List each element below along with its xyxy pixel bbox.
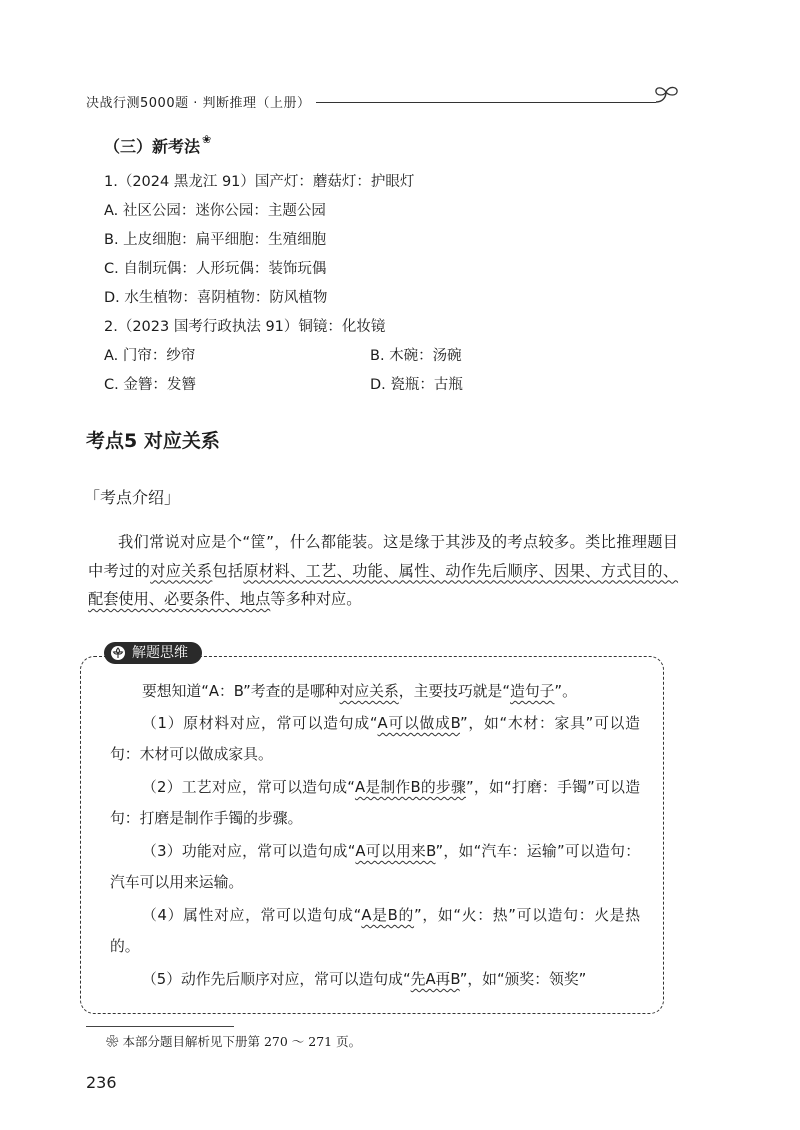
question-2-option-a: A. 门帘：纱帘 bbox=[104, 348, 196, 364]
thinking-item-4-post: ”，如“火：热”可以造句：火是热的。 bbox=[110, 907, 641, 955]
footnote: ❀ 本部分题目解析见下册第 270 ～ 271 页。 bbox=[106, 1034, 362, 1049]
thinking-item-1 bbox=[110, 708, 640, 770]
thinking-item-5-pre: （5）动作先后顺序对应，常可以造句成“ bbox=[142, 971, 411, 988]
thinking-item-5 bbox=[110, 964, 640, 995]
flower-mark-icon: ❀ bbox=[202, 133, 212, 146]
thinking-item-4-key: A是B的 bbox=[361, 907, 415, 924]
question-1-option-b: B. 上皮细胞：扁平细胞：生殖细胞 bbox=[104, 232, 327, 248]
intro-paragraph-sentence-2c: 包括 bbox=[212, 561, 244, 580]
question-2-option-d: D. 瓷瓶：古瓶 bbox=[370, 377, 463, 393]
kaodian-intro-label: 「考点介绍」 bbox=[84, 488, 181, 507]
thinking-lead-keyword-2: 造句子 bbox=[510, 683, 555, 700]
thinking-lead bbox=[110, 676, 640, 707]
intro-paragraph bbox=[88, 528, 678, 614]
thinking-lead-e: ”。 bbox=[554, 683, 577, 700]
question-2-option-b: B. 木碗：汤碗 bbox=[370, 348, 462, 364]
thinking-item-3-pre: （3）功能对应，常可以造句成“ bbox=[142, 843, 356, 860]
thinking-item-3-post: ”，如“汽车：运输”可以造句：汽车可以用来运输。 bbox=[110, 843, 641, 891]
thinking-item-1-pre: （1）原材料对应，常可以造句成“ bbox=[142, 715, 378, 732]
thinking-item-2-key: A是制作B的步骤 bbox=[354, 779, 467, 796]
thinking-item-3-key: A可以用来B bbox=[355, 843, 436, 860]
intro-keyword-list: 原材料、工艺、功能、属性、动作先后顺序、因果、方式目的、配套使用、必要条件、地点 bbox=[88, 561, 679, 608]
thinking-tag bbox=[104, 642, 202, 664]
question-1-option-c: C. 自制玩偶：人形玩偶：装饰玩偶 bbox=[104, 261, 327, 277]
thinking-item-4 bbox=[110, 900, 640, 962]
sprout-icon bbox=[652, 84, 680, 106]
thinking-item-2-post: ”，如“打磨：手镯”可以造句：打磨是制作手镯的步骤。 bbox=[110, 779, 640, 827]
running-header: 决战行测5000题 · 判断推理（上册） bbox=[86, 96, 311, 111]
thinking-lead-c: ，主要技巧就是“ bbox=[398, 683, 511, 700]
intro-paragraph-sentence-2a: 类比推理题目中考过的 bbox=[88, 533, 678, 580]
thinking-item-3 bbox=[110, 836, 640, 898]
intro-paragraph-sentence-1: 我们常说对应是个“筐”，什么都能装。这是缘于其涉及的考点较多。 bbox=[118, 533, 586, 551]
section-heading bbox=[104, 134, 211, 157]
thinking-lead-a: 要想知道“A：B”考查的是哪种 bbox=[142, 683, 340, 700]
thinking-tag-label: 解题思维 bbox=[132, 645, 188, 661]
thinking-lead-keyword: 对应关系 bbox=[339, 683, 399, 700]
question-1-stem: 1.（2024 黑龙江 91）国产灯：蘑菇灯：护眼灯 bbox=[104, 174, 415, 190]
flower-badge-icon bbox=[110, 645, 126, 661]
question-1-option-d: D. 水生植物：喜阴植物：防风植物 bbox=[104, 290, 328, 306]
thinking-item-2-pre: （2）工艺对应，常可以造句成“ bbox=[142, 779, 355, 796]
header-rule bbox=[316, 102, 656, 103]
intro-keyword-duiying: 对应关系 bbox=[150, 561, 213, 580]
thinking-item-1-post: ”，如“木材：家具”可以造句：木材可以做成家具。 bbox=[110, 715, 640, 763]
thinking-item-2 bbox=[110, 772, 640, 834]
thinking-item-5-key: 先A再B bbox=[410, 971, 460, 988]
section-heading-text: （三）新考法 bbox=[104, 137, 201, 156]
question-2-stem: 2.（2023 国考行政执法 91）铜镜：化妆镜 bbox=[104, 319, 386, 335]
question-1-option-a: A. 社区公园：迷你公园：主题公园 bbox=[104, 203, 326, 219]
page-number: 236 bbox=[86, 1073, 117, 1092]
kaodian-title: 考点5 对应关系 bbox=[86, 430, 220, 452]
thinking-item-5-post: ”，如“颁奖：领奖” bbox=[459, 971, 587, 988]
footnote-rule bbox=[86, 1026, 234, 1027]
thinking-item-1-key: A可以做成B bbox=[377, 715, 460, 732]
question-2-option-c: C. 金簪：发簪 bbox=[104, 377, 196, 393]
intro-paragraph-sentence-2e: 等多种对应。 bbox=[270, 590, 362, 608]
thinking-item-4-pre: （4）属性对应，常可以造句成“ bbox=[142, 907, 362, 924]
